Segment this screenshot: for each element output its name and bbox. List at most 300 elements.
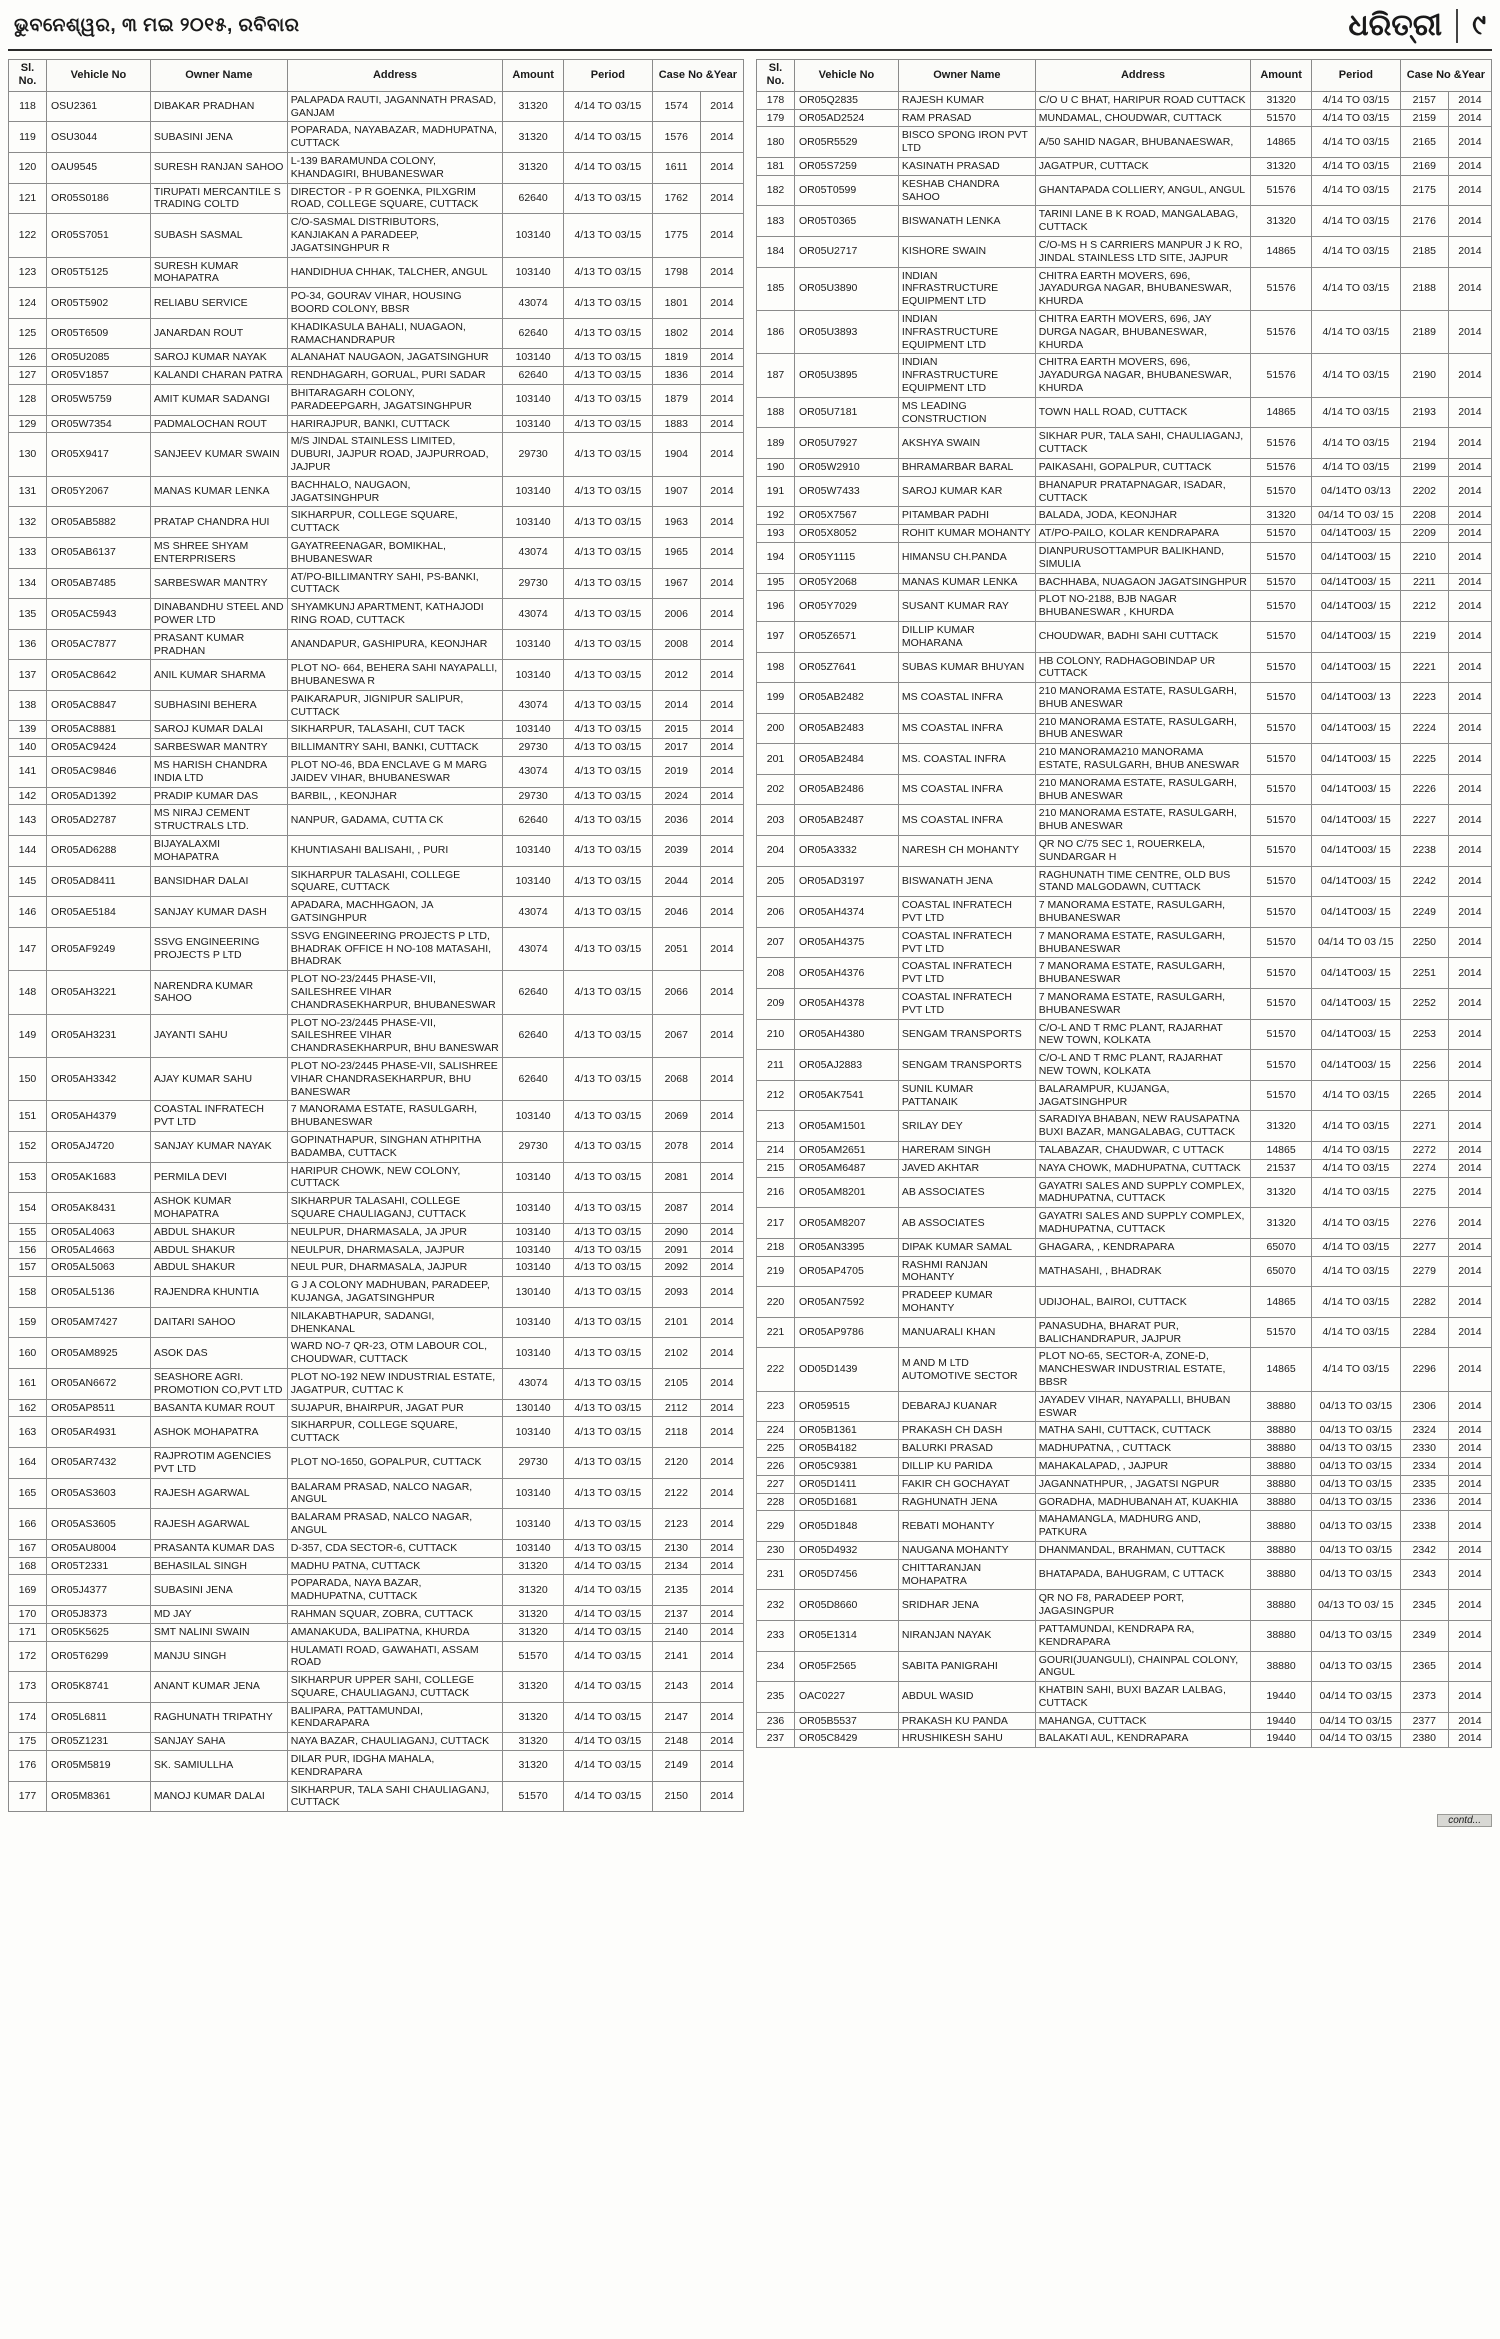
table-cell: 4/14 TO 03/15 (1312, 1348, 1401, 1391)
table-cell: 4/14 TO 03/15 (1312, 354, 1401, 397)
table-cell: 2014 (1448, 525, 1491, 543)
table-cell: 2014 (1448, 1111, 1491, 1142)
table-cell: INDIAN INFRASTRUCTURE EQUIPMENT LTD (898, 267, 1035, 310)
table-cell: 127 (9, 367, 47, 385)
table-cell: HARIPUR CHOWK, NEW COLONY, CUTTACK (287, 1162, 502, 1193)
table-cell: 51576 (1251, 310, 1312, 353)
table-cell: SSVG ENGINEERING PROJECTS P LTD (150, 927, 287, 970)
table-cell: 2279 (1400, 1256, 1448, 1287)
table-cell: 227 (757, 1475, 795, 1493)
table-cell: 195 (757, 573, 795, 591)
table-cell: 1907 (652, 476, 700, 507)
table-cell: SK. SAMIULLHA (150, 1751, 287, 1782)
table-cell: BALARAM PRASAD, NALCO NAGAR, ANGUL (287, 1509, 502, 1540)
table-cell: 4/13 TO 03/15 (564, 318, 653, 349)
table-cell: AB ASSOCIATES (898, 1208, 1035, 1239)
table-cell: REBATI MOHANTY (898, 1511, 1035, 1542)
table-cell: ABDUL SHAKUR (150, 1259, 287, 1277)
table-cell: PANASUDHA, BHARAT PUR, BALICHANDRAPUR, JAJPUR (1035, 1317, 1250, 1348)
table-cell: OR05AK7541 (795, 1080, 899, 1111)
table-cell: 179 (757, 109, 795, 127)
table-cell: 2014 (1448, 476, 1491, 507)
table-row (9, 214, 744, 257)
table-cell: 233 (757, 1620, 795, 1651)
table-cell: OR05AH3342 (47, 1058, 151, 1101)
table-cell: 210 MANORAMA210 MANORAMA ESTATE, RASULGARH, BHUB ANESWAR (1035, 744, 1250, 775)
table-cell: ANIL KUMAR SHARMA (150, 660, 287, 691)
table-row (757, 1159, 1492, 1177)
table-cell: 2092 (652, 1259, 700, 1277)
table-cell: 2008 (652, 629, 700, 660)
table-cell: 2014 (700, 91, 743, 122)
table-cell: 4/14 TO 03/15 (564, 1733, 653, 1751)
table-cell: 2272 (1400, 1142, 1448, 1160)
table-cell: 31320 (503, 1557, 564, 1575)
table-cell: 51570 (1251, 683, 1312, 714)
table-cell: RAM PRASAD (898, 109, 1035, 127)
table-cell: 62640 (503, 1014, 564, 1057)
table-cell: GAYATREENAGAR, BOMIKHAL, BHUBANESWAR (287, 537, 502, 568)
table-cell: BILLIMANTRY SAHI, BANKI, CUTTACK (287, 739, 502, 757)
table-cell: 04/14TO 03/13 (1312, 476, 1401, 507)
table-cell: 2014 (1448, 236, 1491, 267)
table-cell: D-357, CDA SECTOR-6, CUTTACK (287, 1539, 502, 1557)
table-cell: BHITARAGARH COLONY, PARADEEPGARH, JAGATSINGHPUR (287, 384, 502, 415)
table-cell: 4/13 TO 03/15 (564, 433, 653, 476)
table-cell: 2014 (700, 1259, 743, 1277)
table-cell: 2276 (1400, 1208, 1448, 1239)
table-cell: 2014 (700, 897, 743, 928)
table-cell: 31320 (1251, 91, 1312, 109)
table-cell: OR05AC8642 (47, 660, 151, 691)
table-cell: 31320 (503, 1751, 564, 1782)
table-cell: 2014 (700, 568, 743, 599)
table-cell: 103140 (503, 1101, 564, 1132)
table-cell: OR05AK8431 (47, 1193, 151, 1224)
left-column (8, 59, 744, 1812)
table-cell: 2256 (1400, 1050, 1448, 1081)
table-cell: 191 (757, 476, 795, 507)
table-cell: 2251 (1400, 958, 1448, 989)
tables-container (8, 59, 1492, 1812)
table-cell: 04/14TO03/ 15 (1312, 591, 1401, 622)
table-cell: 43074 (503, 927, 564, 970)
table-cell: JAVED AKHTAR (898, 1159, 1035, 1177)
table-cell: 176 (9, 1751, 47, 1782)
table-cell: 2296 (1400, 1348, 1448, 1391)
table-cell: 2014 (1448, 866, 1491, 897)
table-cell: 2141 (652, 1641, 700, 1672)
table-cell: 2118 (652, 1417, 700, 1448)
table-cell: 38880 (1251, 1559, 1312, 1590)
table-cell: 2219 (1400, 621, 1448, 652)
table-cell: OR05AB5882 (47, 507, 151, 538)
table-cell: 192 (757, 507, 795, 525)
table-cell: 103140 (503, 1259, 564, 1277)
table-cell: RAGHUNATH TRIPATHY (150, 1702, 287, 1733)
table-cell: AT/PO-PAILO, KOLAR KENDRAPARA (1035, 525, 1250, 543)
table-cell: ABDUL SHAKUR (150, 1241, 287, 1259)
table-cell: 2189 (1400, 310, 1448, 353)
table-cell: 2068 (652, 1058, 700, 1101)
table-cell: 2012 (652, 660, 700, 691)
table-cell: HIMANSU CH.PANDA (898, 542, 1035, 573)
table-cell: BISWANATH JENA (898, 866, 1035, 897)
table-cell: 2014 (700, 1509, 743, 1540)
table-cell: 2014 (700, 415, 743, 433)
table-cell: OR05U3890 (795, 267, 899, 310)
table-cell: OR05S0186 (47, 183, 151, 214)
table-cell: 31320 (503, 1702, 564, 1733)
table-cell: 2199 (1400, 458, 1448, 476)
table-cell: 146 (9, 897, 47, 928)
table-row (757, 621, 1492, 652)
table-row (9, 1101, 744, 1132)
table-row (9, 805, 744, 836)
table-cell: 2014 (1448, 1208, 1491, 1239)
table-row (757, 1541, 1492, 1559)
table-cell: 142 (9, 787, 47, 805)
table-cell: 4/14 TO 03/15 (1312, 428, 1401, 459)
table-cell: 2014 (700, 1478, 743, 1509)
table-cell: OR05D1411 (795, 1475, 899, 1493)
table-cell: OR05D4932 (795, 1541, 899, 1559)
table-cell: OR05B5537 (795, 1712, 899, 1730)
table-cell: 2284 (1400, 1317, 1448, 1348)
table-cell: SABITA PANIGRAHI (898, 1651, 1035, 1682)
table-cell: 4/13 TO 03/15 (564, 183, 653, 214)
table-cell: POPARADA, NAYA BAZAR, MADHUPATNA, CUTTACK (287, 1575, 502, 1606)
table-row (9, 537, 744, 568)
table-cell: PRADIP KUMAR DAS (150, 787, 287, 805)
table-row (757, 744, 1492, 775)
table-header-row (757, 60, 1492, 92)
table-cell: 4/14 TO 03/15 (564, 122, 653, 153)
table-cell: 173 (9, 1672, 47, 1703)
table-cell: 2039 (652, 836, 700, 867)
table-cell: M AND M LTD AUTOMOTIVE SECTOR (898, 1348, 1035, 1391)
table-row (757, 836, 1492, 867)
table-row (757, 1493, 1492, 1511)
table-cell: OSU2361 (47, 91, 151, 122)
table-cell: 201 (757, 744, 795, 775)
table-cell: OR05AJ2883 (795, 1050, 899, 1081)
table-cell: 2271 (1400, 1111, 1448, 1142)
table-cell: 2102 (652, 1338, 700, 1369)
table-cell: UDIJOHAL, BAIROI, CUTTACK (1035, 1287, 1250, 1318)
table-cell: 2014 (700, 288, 743, 319)
table-cell: 197 (757, 621, 795, 652)
table-body (9, 91, 744, 1811)
table-cell: PAIKARAPUR, JIGNIPUR SALIPUR, CUTTACK (287, 690, 502, 721)
table-cell: 4/13 TO 03/15 (564, 971, 653, 1014)
table-cell: 210 MANORAMA ESTATE, RASULGARH, BHUB ANESWAR (1035, 805, 1250, 836)
table-cell: 213 (757, 1111, 795, 1142)
table-cell: OR05AJ4720 (47, 1132, 151, 1163)
table-cell: 2223 (1400, 683, 1448, 714)
table-cell: BACHHALO, NAUGAON, JAGATSINGHPUR (287, 476, 502, 507)
table-cell: 31320 (1251, 1177, 1312, 1208)
table-cell: OR05AC8847 (47, 690, 151, 721)
table-cell: DIPAK KUMAR SAMAL (898, 1238, 1035, 1256)
table-cell: 7 MANORAMA ESTATE, RASULGARH, BHUBANESWAR (1035, 958, 1250, 989)
table-cell: 2343 (1400, 1559, 1448, 1590)
table-row (9, 629, 744, 660)
table-cell: OR05AH4376 (795, 958, 899, 989)
table-cell: 1802 (652, 318, 700, 349)
table-cell: SEASHORE AGRI. PROMOTION CO,PVT LTD (150, 1368, 287, 1399)
table-row (757, 1256, 1492, 1287)
table-row (757, 805, 1492, 836)
table-cell: 2014 (700, 1162, 743, 1193)
table-cell: 51570 (1251, 542, 1312, 573)
table-cell: OR05C9381 (795, 1457, 899, 1475)
table-row (757, 1651, 1492, 1682)
table-cell: PLOT NO-23/2445 PHASE-VII, SAILESHREE VIHAR CHANDRASEKHARPUR, BHU BANESWAR (287, 1014, 502, 1057)
table-cell: 219 (757, 1256, 795, 1287)
table-cell: 4/13 TO 03/15 (564, 367, 653, 385)
table-cell: 2014 (1448, 310, 1491, 353)
table-cell: 175 (9, 1733, 47, 1751)
table-cell: 139 (9, 721, 47, 739)
table-cell: TOWN HALL ROAD, CUTTACK (1035, 397, 1250, 428)
masthead (8, 6, 1492, 51)
table-cell: GORADHA, MADHUBANAH AT, KUAKHIA (1035, 1493, 1250, 1511)
table-cell: MS SHREE SHYAM ENTERPRISERS (150, 537, 287, 568)
table-cell: SENGAM TRANSPORTS (898, 1019, 1035, 1050)
table-cell: 187 (757, 354, 795, 397)
table-cell: 2014 (700, 349, 743, 367)
table-cell: BHATAPADA, BAHUGRAM, C UTTACK (1035, 1559, 1250, 1590)
table-cell: BARBIL, , KEONJHAR (287, 787, 502, 805)
table-cell: SIKHARPUR, TALASAHI, CUT TACK (287, 721, 502, 739)
table-cell: DAITARI SAHOO (150, 1307, 287, 1338)
table-cell: POPARADA, NAYABAZAR, MADHUPATNA, CUTTACK (287, 122, 502, 153)
table-cell: 4/13 TO 03/15 (564, 1193, 653, 1224)
table-cell: 43074 (503, 757, 564, 788)
table-cell: RELIABU SERVICE (150, 288, 287, 319)
table-cell: SIKHARPUR TALASAHI, COLLEGE SQUARE, CUTTACK (287, 866, 502, 897)
table-cell: 29730 (503, 1447, 564, 1478)
table-cell: OR05X9417 (47, 433, 151, 476)
table-cell: 51570 (1251, 652, 1312, 683)
table-cell: 2051 (652, 927, 700, 970)
table-cell: KESHAB CHANDRA SAHOO (898, 175, 1035, 206)
table-cell: OD05D1439 (795, 1348, 899, 1391)
table-cell: 177 (9, 1781, 47, 1812)
table-cell: 4/14 TO 03/15 (564, 1702, 653, 1733)
table-cell: SUBASINI JENA (150, 122, 287, 153)
table-cell: 1836 (652, 367, 700, 385)
table-cell: 1801 (652, 288, 700, 319)
table-cell: 2014 (700, 1539, 743, 1557)
table-cell: OR05U7927 (795, 428, 899, 459)
table-cell: 2091 (652, 1241, 700, 1259)
table-row (9, 1132, 744, 1163)
table-cell: OR05AC7877 (47, 629, 151, 660)
table-cell: HRUSHIKESH SAHU (898, 1730, 1035, 1748)
table-cell: HARIRAJPUR, BANKI, CUTTACK (287, 415, 502, 433)
table-cell: OR05AM7427 (47, 1307, 151, 1338)
table-cell: 4/14 TO 03/15 (1312, 267, 1401, 310)
table-cell: 31320 (503, 1575, 564, 1606)
table-row (9, 690, 744, 721)
table-cell: OR05AM6487 (795, 1159, 899, 1177)
table-cell: SUJAPUR, BHAIRPUR, JAGAT PUR (287, 1399, 502, 1417)
table-row (757, 1682, 1492, 1713)
table-cell: 225 (757, 1440, 795, 1458)
table-cell: OR05AC9424 (47, 739, 151, 757)
table-cell: 4/14 TO 03/15 (1312, 1238, 1401, 1256)
table-cell: 2014 (700, 476, 743, 507)
table-cell: MS NIRAJ CEMENT STRUCTRALS LTD. (150, 805, 287, 836)
table-cell: 235 (757, 1682, 795, 1713)
table-row (757, 573, 1492, 591)
table-cell: 2014 (700, 1132, 743, 1163)
table-cell: 51570 (1251, 866, 1312, 897)
table-cell: BHANAPUR PRATAPNAGAR, ISADAR, CUTTACK (1035, 476, 1250, 507)
table-cell: 2249 (1400, 897, 1448, 928)
table-cell: 04/14 TO 03/15 (1312, 1682, 1401, 1713)
table-cell: ASHOK KUMAR MOHAPATRA (150, 1193, 287, 1224)
table-cell: OR05S7051 (47, 214, 151, 257)
table-cell: OR05T0365 (795, 206, 899, 237)
table-cell: 62640 (503, 805, 564, 836)
table-cell: OR05AB7485 (47, 568, 151, 599)
table-cell: SIKHARPUR, COLLEGE SQUARE, CUTTACK (287, 507, 502, 538)
table-cell: 2014 (700, 1241, 743, 1259)
table-cell: 126 (9, 349, 47, 367)
table-cell: 2134 (652, 1557, 700, 1575)
table-cell: 7 MANORAMA ESTATE, RASULGARH, BHUBANESWAR (1035, 989, 1250, 1020)
table-cell: 2135 (652, 1575, 700, 1606)
table-row (757, 1559, 1492, 1590)
table-cell: OR05A3332 (795, 836, 899, 867)
table-cell: 4/13 TO 03/15 (564, 1417, 653, 1448)
table-row (9, 1781, 744, 1812)
table-cell: 4/14 TO 03/15 (1312, 1256, 1401, 1287)
table-cell: 43074 (503, 599, 564, 630)
table-cell: 157 (9, 1259, 47, 1277)
table-cell: 4/13 TO 03/15 (564, 1223, 653, 1241)
table-cell: 38880 (1251, 1651, 1312, 1682)
table-cell: 167 (9, 1539, 47, 1557)
table-cell: OR05AH3231 (47, 1014, 151, 1057)
table-cell: 143 (9, 805, 47, 836)
table-cell: 198 (757, 652, 795, 683)
table-cell: 2188 (1400, 267, 1448, 310)
table-cell: PLOT NO-2188, BJB NAGAR BHUBANESWAR , KHURDA (1035, 591, 1250, 622)
table-cell: OR05AN6672 (47, 1368, 151, 1399)
table-cell: 43074 (503, 288, 564, 319)
table-cell: C/O-MS H S CARRIERS MANPUR J K RO, JINDAL STAINLESS LTD SITE, JAJPUR (1035, 236, 1250, 267)
table-cell: 162 (9, 1399, 47, 1417)
table-cell: 51570 (1251, 573, 1312, 591)
table-cell: 204 (757, 836, 795, 867)
table-cell: OR05AM8201 (795, 1177, 899, 1208)
table-row (9, 1162, 744, 1193)
table-cell: 2335 (1400, 1475, 1448, 1493)
table-cell: 128 (9, 384, 47, 415)
table-cell: 2227 (1400, 805, 1448, 836)
table-cell: 4/14 TO 03/15 (1312, 175, 1401, 206)
table-cell: 04/13 TO 03/15 (1312, 1475, 1401, 1493)
table-row (757, 1348, 1492, 1391)
table-cell: SANJAY KUMAR DASH (150, 897, 287, 928)
table-cell: DHANMANDAL, BRAHMAN, CUTTACK (1035, 1541, 1250, 1559)
table-cell: 2024 (652, 787, 700, 805)
table-cell: 4/14 TO 03/15 (1312, 109, 1401, 127)
column-header: Case No &Year (652, 60, 743, 92)
table-cell: SHYAMKUNJ APARTMENT, KATHAJODI RING ROAD, CUTTACK (287, 599, 502, 630)
table-cell: 4/13 TO 03/15 (564, 288, 653, 319)
table-cell: OR059515 (795, 1391, 899, 1422)
table-cell: SSVG ENGINEERING PROJECTS P LTD, BHADRAK OFFICE H NO-108 MATASAHI, BHADRAK (287, 927, 502, 970)
table-cell: 4/13 TO 03/15 (564, 1307, 653, 1338)
table-cell: OR05S7259 (795, 158, 899, 176)
table-cell: OR05AR4931 (47, 1417, 151, 1448)
table-cell: PLOT NO-192 NEW INDUSTRIAL ESTATE, JAGATPUR, CUTTAC K (287, 1368, 502, 1399)
table-cell: 2014 (700, 214, 743, 257)
table-cell: 4/14 TO 03/15 (564, 1672, 653, 1703)
table-cell: SURESH RANJAN SAHOO (150, 153, 287, 184)
table-cell: 2242 (1400, 866, 1448, 897)
table-cell: 2377 (1400, 1712, 1448, 1730)
table-cell: PALAPADA RAUTI, JAGANNATH PRASAD, GANJAM (287, 91, 502, 122)
table-cell: RAJESH AGARWAL (150, 1478, 287, 1509)
table-cell: 103140 (503, 257, 564, 288)
table-cell: 2014 (700, 721, 743, 739)
table-cell: 122 (9, 214, 47, 257)
table-cell: PO-34, GOURAV VIHAR, HOUSING BOORD COLONY, BBSR (287, 288, 502, 319)
table-cell: 2211 (1400, 573, 1448, 591)
table-cell: SUBASINI JENA (150, 1575, 287, 1606)
table-cell: 4/14 TO 03/15 (1312, 91, 1401, 109)
table-cell: HARERAM SINGH (898, 1142, 1035, 1160)
table-cell: 2014 (1448, 1080, 1491, 1111)
table-row (9, 971, 744, 1014)
table-row (757, 175, 1492, 206)
table-cell: 159 (9, 1307, 47, 1338)
table-cell: MS COASTAL INFRA (898, 683, 1035, 714)
table-cell: 168 (9, 1557, 47, 1575)
table-row (9, 927, 744, 970)
table-cell: 2014 (700, 599, 743, 630)
table-cell: 2380 (1400, 1730, 1448, 1748)
table-cell: 2014 (1448, 1559, 1491, 1590)
table-cell: 04/14TO03/ 15 (1312, 1050, 1401, 1081)
table-cell: MUNDAMAL, CHOUDWAR, CUTTACK (1035, 109, 1250, 127)
table-cell: OR05Y7029 (795, 591, 899, 622)
table-cell: OR05Y1115 (795, 542, 899, 573)
table-cell: 2014 (1448, 1019, 1491, 1050)
table-cell: 4/13 TO 03/15 (564, 690, 653, 721)
table-cell: 4/13 TO 03/15 (564, 599, 653, 630)
table-row (9, 476, 744, 507)
table-cell: 1775 (652, 214, 700, 257)
column-header: Sl. No. (9, 60, 47, 92)
table-row (757, 206, 1492, 237)
table-cell: M/S JINDAL STAINLESS LIMITED, DUBURI, JAJPUR ROAD, JAJPURROAD, JAJPUR (287, 433, 502, 476)
table-cell: 1798 (652, 257, 700, 288)
table-cell: 171 (9, 1623, 47, 1641)
table-cell: 51570 (1251, 836, 1312, 867)
table-cell: 236 (757, 1712, 795, 1730)
table-cell: ABDUL SHAKUR (150, 1223, 287, 1241)
table-cell: KHATBIN SAHI, BUXI BAZAR LALBAG, CUTTACK (1035, 1682, 1250, 1713)
table-cell: MD JAY (150, 1605, 287, 1623)
table-cell: SURESH KUMAR MOHAPATRA (150, 257, 287, 288)
